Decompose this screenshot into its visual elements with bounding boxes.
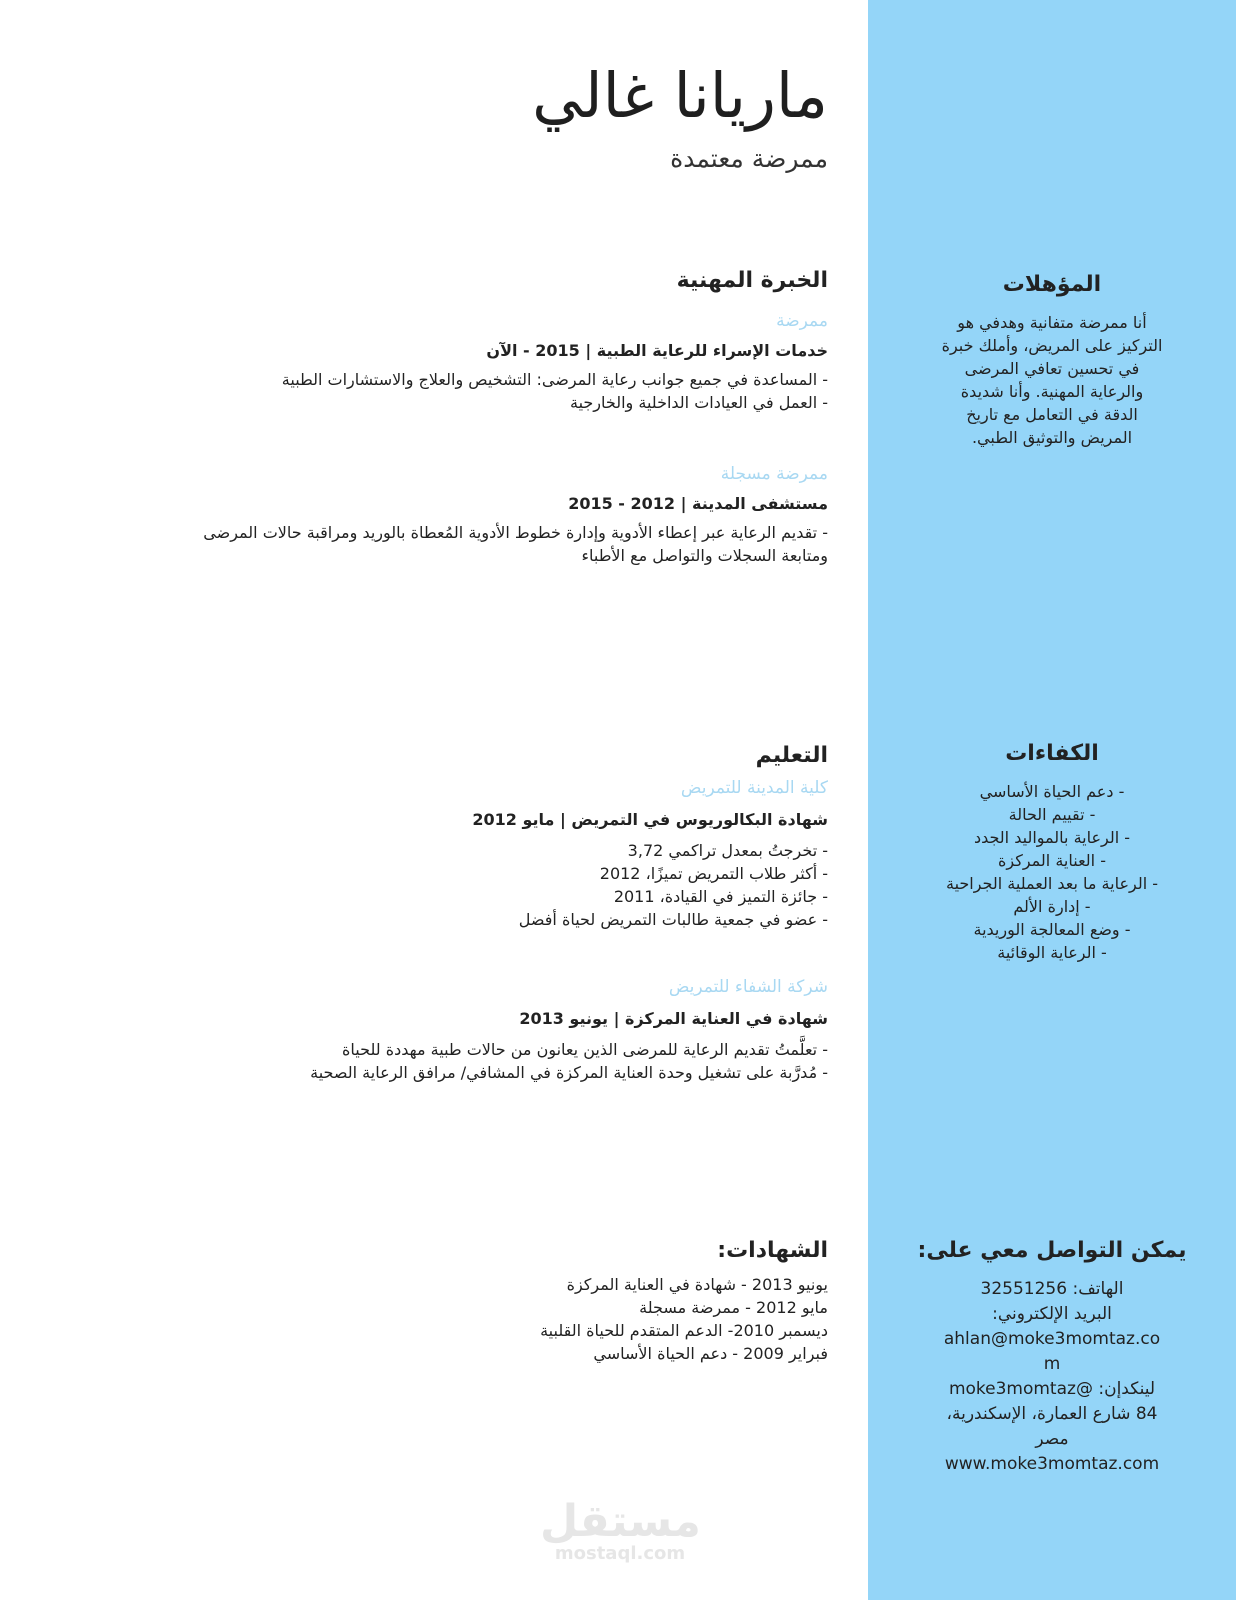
qualifications-line: المريض والتوثيق الطبي. bbox=[971, 428, 1133, 447]
contact-address: 84 شارع العمارة، الإسكندرية، bbox=[946, 1404, 1158, 1424]
skill-item: - إدارة الألم bbox=[1013, 897, 1091, 916]
contact-phone: الهاتف: 32551256 bbox=[980, 1279, 1124, 1299]
school-name: كلية المدينة للتمريض bbox=[680, 778, 828, 798]
skill-item: - العناية المركزة bbox=[998, 851, 1106, 870]
certificates-heading: الشهادات: bbox=[717, 1238, 828, 1263]
job-line: - العمل في العيادات الداخلية والخارجية bbox=[570, 393, 828, 412]
certificate-line: فبراير 2009 - دعم الحياة الأساسي bbox=[593, 1344, 828, 1363]
contact-section bbox=[868, 1238, 1236, 1477]
skill-item: - الرعاية الوقائية bbox=[997, 943, 1107, 962]
job-entry bbox=[88, 311, 828, 414]
resume-header bbox=[88, 60, 828, 173]
job-line: ومتابعة السجلات والتواصل مع الأطباء bbox=[581, 546, 828, 565]
job-role: ممرضة مسجلة bbox=[720, 464, 828, 484]
education-line: - أكثر طلاب التمريض تميزًا، 2012 bbox=[599, 864, 828, 883]
candidate-title: ممرضة معتمدة bbox=[670, 144, 828, 173]
skills-heading: الكفاءات bbox=[1005, 741, 1099, 766]
contact-country: مصر bbox=[1035, 1429, 1069, 1449]
qualifications-line: في تحسين تعافي المرضى bbox=[964, 359, 1140, 378]
education-line: - عضو في جمعية طالبات التمريض لحياة أفضل bbox=[518, 910, 828, 929]
job-org: خدمات الإسراء للرعاية الطبية | 2015 - الآن bbox=[486, 341, 828, 360]
qualifications-line: التركيز على المريض، وأملك خبرة bbox=[941, 336, 1163, 355]
education-line: - تعلَّمتُ تقديم الرعاية للمرضى الذين يعانون من حالات طبية مهددة للحياة bbox=[342, 1040, 828, 1059]
job-line: - تقديم الرعاية عبر إعطاء الأدوية وإدارة خطوط الأدوية المُعطاة بالوريد ومراقبة حالات المرضى bbox=[203, 523, 828, 542]
school-name: شركة الشفاء للتمريض bbox=[668, 977, 828, 997]
skills-section bbox=[868, 741, 1236, 964]
degree-line: شهادة في العناية المركزة | يونيو 2013 bbox=[519, 1009, 828, 1028]
experience-section bbox=[88, 268, 828, 567]
contact-email-cont[interactable]: m bbox=[1043, 1354, 1061, 1374]
skill-item: - الرعاية بالمواليد الجدد bbox=[973, 828, 1131, 847]
skill-item: - دعم الحياة الأساسي bbox=[979, 782, 1125, 801]
education-line: - جائزة التميز في القيادة، 2011 bbox=[613, 887, 828, 906]
qualifications-line: أنا ممرضة متفانية وهدفي هو bbox=[957, 313, 1147, 332]
certificate-line: مايو 2012 - ممرضة مسجلة bbox=[639, 1298, 828, 1317]
contact-email-label: البريد الإلكتروني: bbox=[992, 1304, 1112, 1324]
contact-email[interactable]: ahlan@moke3momtaz.co bbox=[943, 1329, 1161, 1349]
experience-heading: الخبرة المهنية bbox=[676, 268, 828, 293]
contact-linkedin[interactable]: لينكدإن: @moke3momtaz bbox=[948, 1379, 1156, 1399]
education-line: - مُدرَّبة على تشغيل وحدة العناية المركزة في المشافي/ مرافق الرعاية الصحية bbox=[310, 1063, 828, 1082]
education-entry bbox=[88, 977, 828, 1084]
certificate-line: ديسمبر 2010- الدعم المتقدم للحياة القلبية bbox=[540, 1321, 828, 1340]
watermark-logo bbox=[540, 1496, 701, 1564]
qualifications-heading: المؤهلات bbox=[1002, 272, 1102, 297]
education-line: - تخرجتُ بمعدل تراكمي 3,72 bbox=[627, 841, 828, 860]
skill-item: - الرعاية ما بعد العملية الجراحية bbox=[945, 874, 1159, 893]
skill-item: - تقييم الحالة bbox=[1008, 805, 1096, 824]
job-entry bbox=[88, 464, 828, 567]
job-org: مستشفى المدينة | 2012 - 2015 bbox=[568, 494, 828, 513]
skill-item: - وضع المعالجة الوريدية bbox=[973, 920, 1131, 939]
certificates-section bbox=[88, 1238, 828, 1365]
qualifications-line: الدقة في التعامل مع تاريخ bbox=[966, 405, 1138, 424]
degree-line: شهادة البكالوريوس في التمريض | مايو 2012 bbox=[472, 810, 828, 829]
watermark-latin: mostaql.com bbox=[554, 1543, 686, 1564]
watermark-arabic: مستقل bbox=[540, 1496, 701, 1547]
job-line: - المساعدة في جميع جوانب رعاية المرضى: التشخيص والعلاج والاستشارات الطبية bbox=[281, 370, 828, 389]
certificate-line: يونيو 2013 - شهادة في العناية المركزة bbox=[566, 1275, 828, 1294]
candidate-name: ماريانا غالي bbox=[532, 59, 828, 132]
contact-website[interactable]: www.moke3momtaz.com bbox=[944, 1454, 1160, 1474]
education-entry bbox=[88, 778, 828, 931]
qualifications-section bbox=[868, 272, 1236, 449]
education-section bbox=[88, 743, 828, 1084]
job-role: ممرضة bbox=[776, 311, 828, 331]
contact-heading: يمكن التواصل معي على: bbox=[917, 1238, 1187, 1263]
education-heading: التعليم bbox=[755, 743, 828, 768]
qualifications-line: والرعاية المهنية. وأنا شديدة bbox=[960, 382, 1144, 401]
